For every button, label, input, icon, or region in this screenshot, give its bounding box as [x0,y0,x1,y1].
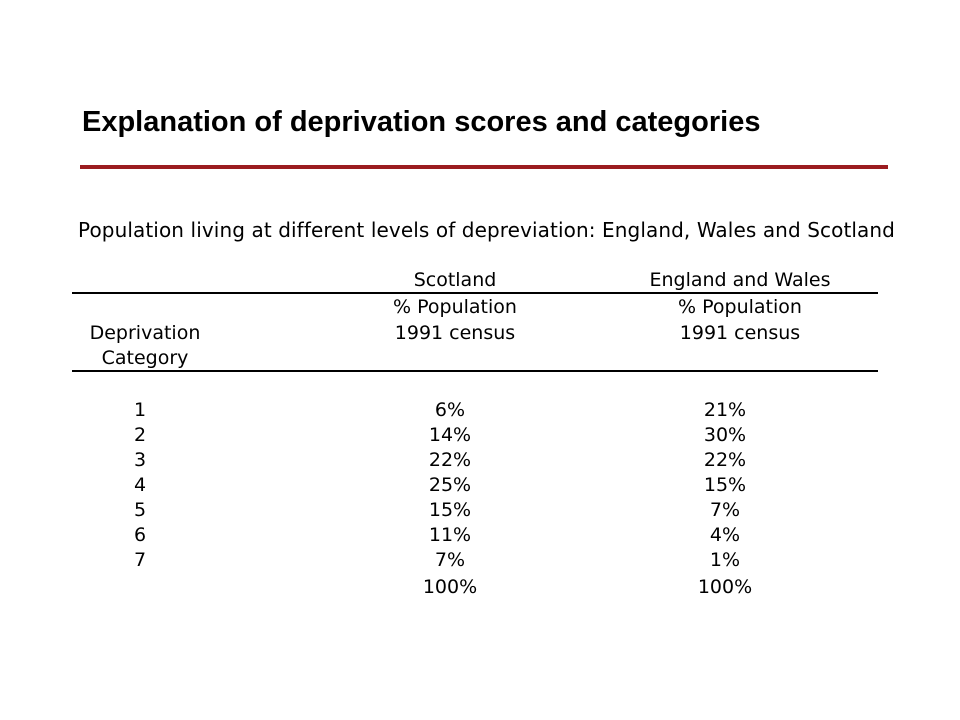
row-category: 6 [133,524,147,546]
row-england-wales-value: 1% [709,549,741,571]
slide-title: Explanation of deprivation scores and categories [82,106,761,138]
header-category-line2: Category [101,347,189,369]
title-divider [80,165,888,169]
row-category: 5 [133,499,147,521]
row-england-wales-value: 7% [709,499,741,521]
row-scotland-value: 25% [428,474,472,496]
row-england-wales-value: 15% [703,474,747,496]
total-scotland-value: 100% [422,576,478,598]
row-category: 4 [133,474,147,496]
row-scotland-value: 14% [428,424,472,446]
row-category: 3 [133,449,147,471]
row-scotland-value: 15% [428,499,472,521]
header-england-wales-source: 1991 census [679,322,801,344]
row-england-wales-value: 4% [709,524,741,546]
row-england-wales-value: 22% [703,449,747,471]
row-england-wales-value: 30% [703,424,747,446]
table-rule-top [72,292,878,294]
table-rule-bottom [72,370,878,372]
row-scotland-value: 11% [428,524,472,546]
header-england-wales: England and Wales [649,269,831,291]
header-category-line1: Deprivation [89,322,201,344]
row-scotland-value: 7% [434,549,466,571]
header-scotland: Scotland [413,269,497,291]
total-england-wales-value: 100% [697,576,753,598]
row-category: 2 [133,424,147,446]
row-england-wales-value: 21% [703,399,747,421]
header-scotland-measure: % Population [393,296,517,318]
header-england-wales-measure: % Population [678,296,802,318]
header-scotland-source: 1991 census [394,322,516,344]
row-scotland-value: 22% [428,449,472,471]
row-category: 7 [133,549,147,571]
table-caption: Population living at different levels of depreviation: England, Wales and Scotland [78,218,895,242]
row-category: 1 [133,399,147,421]
row-scotland-value: 6% [434,399,466,421]
